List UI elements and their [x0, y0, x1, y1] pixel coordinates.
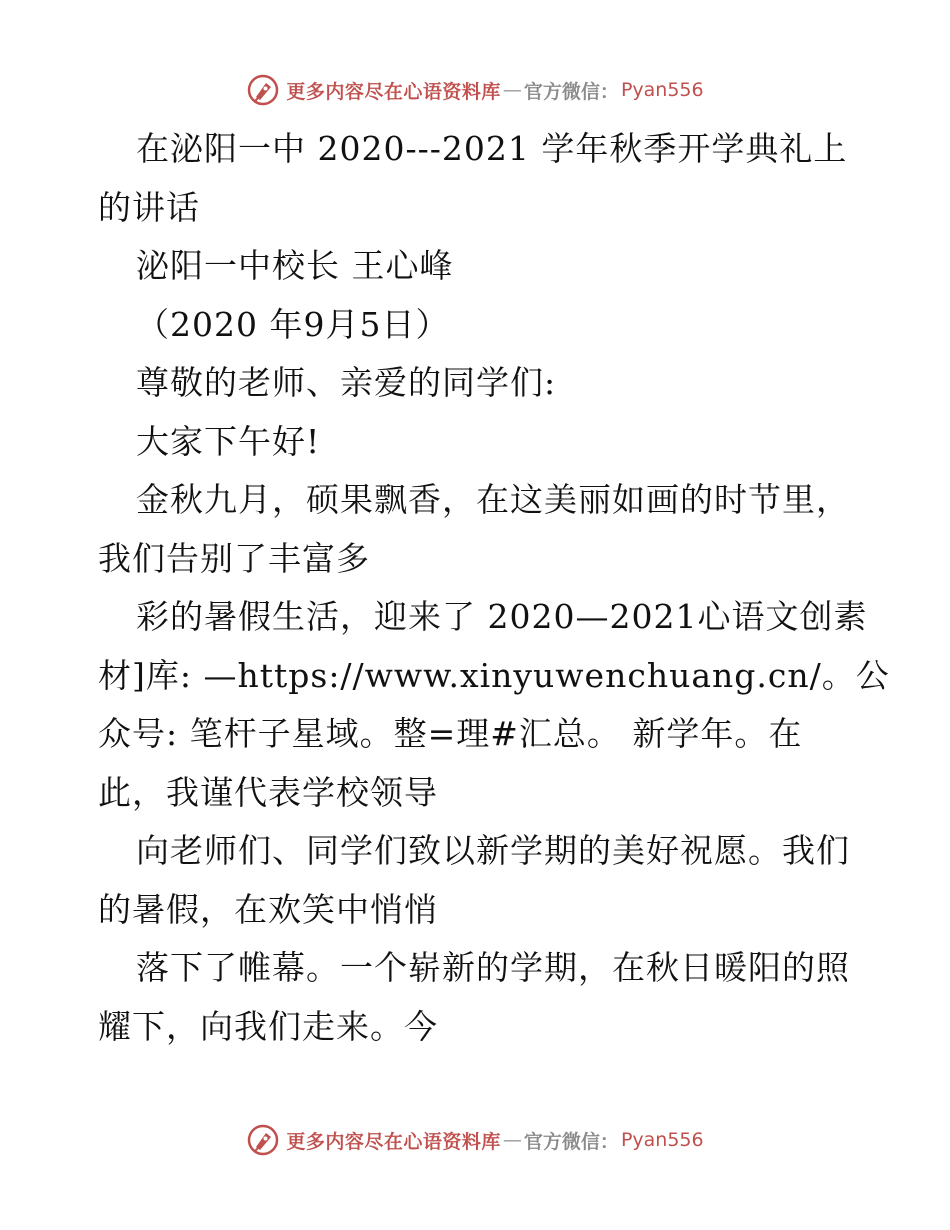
watermark-wechat-handle: Pyan556	[620, 1129, 704, 1151]
pen-nib-circle-icon	[246, 73, 280, 107]
pen-nib-circle-icon	[246, 1123, 280, 1157]
paragraph-line: 金秋九月，硕果飘香，在这美丽如画的时节里，	[136, 480, 850, 519]
paragraph-line: 的暑假，在欢笑中悄悄	[98, 889, 438, 929]
author-line: 泌阳一中校长 王心峰	[136, 246, 454, 285]
watermark-wechat-label: 官方微信：	[523, 80, 619, 103]
watermark-site-text: 更多内容尽在心语资料库	[286, 1130, 501, 1153]
title-line-1: 在泌阳一中 2020---2021 学年秋季开学典礼上	[136, 129, 848, 168]
footer-watermark	[0, 1120, 950, 1160]
header-watermark	[0, 70, 950, 110]
date-line: （2020 年9月5日）	[136, 304, 450, 344]
paragraph-line: 我们告别了丰富多	[98, 538, 370, 578]
paragraph-line: 此，我谨代表学校领导	[98, 772, 438, 812]
document-body	[98, 120, 890, 1056]
watermark-wechat-handle: Pyan556	[620, 79, 704, 101]
greeting-line: 大家下午好!	[136, 421, 321, 461]
paragraph-line: 材]库: —https://www.xinyuwenchuang.cn/。公	[98, 655, 890, 695]
salutation-line: 尊敬的老师、亲爱的同学们:	[136, 363, 557, 402]
watermark-dash: —	[502, 79, 522, 101]
paragraph-line: 落下了帷幕。一个崭新的学期，在秋日暖阳的照	[136, 948, 850, 987]
watermark-site-text: 更多内容尽在心语资料库	[286, 80, 501, 103]
watermark-wechat-label: 官方微信：	[523, 1130, 619, 1153]
paragraph-line: 向老师们、同学们致以新学期的美好祝愿。我们	[136, 831, 850, 870]
paragraph-line: 众号: 笔杆子星域。整=理#汇总。 新学年。在	[98, 714, 803, 753]
title-line-2: 的讲话	[98, 187, 200, 227]
paragraph-line: 彩的暑假生活，迎来了 2020—2021心语文创素	[136, 597, 868, 636]
paragraph-line: 耀下，向我们走来。今	[98, 1006, 438, 1046]
watermark-dash: —	[502, 1129, 522, 1151]
